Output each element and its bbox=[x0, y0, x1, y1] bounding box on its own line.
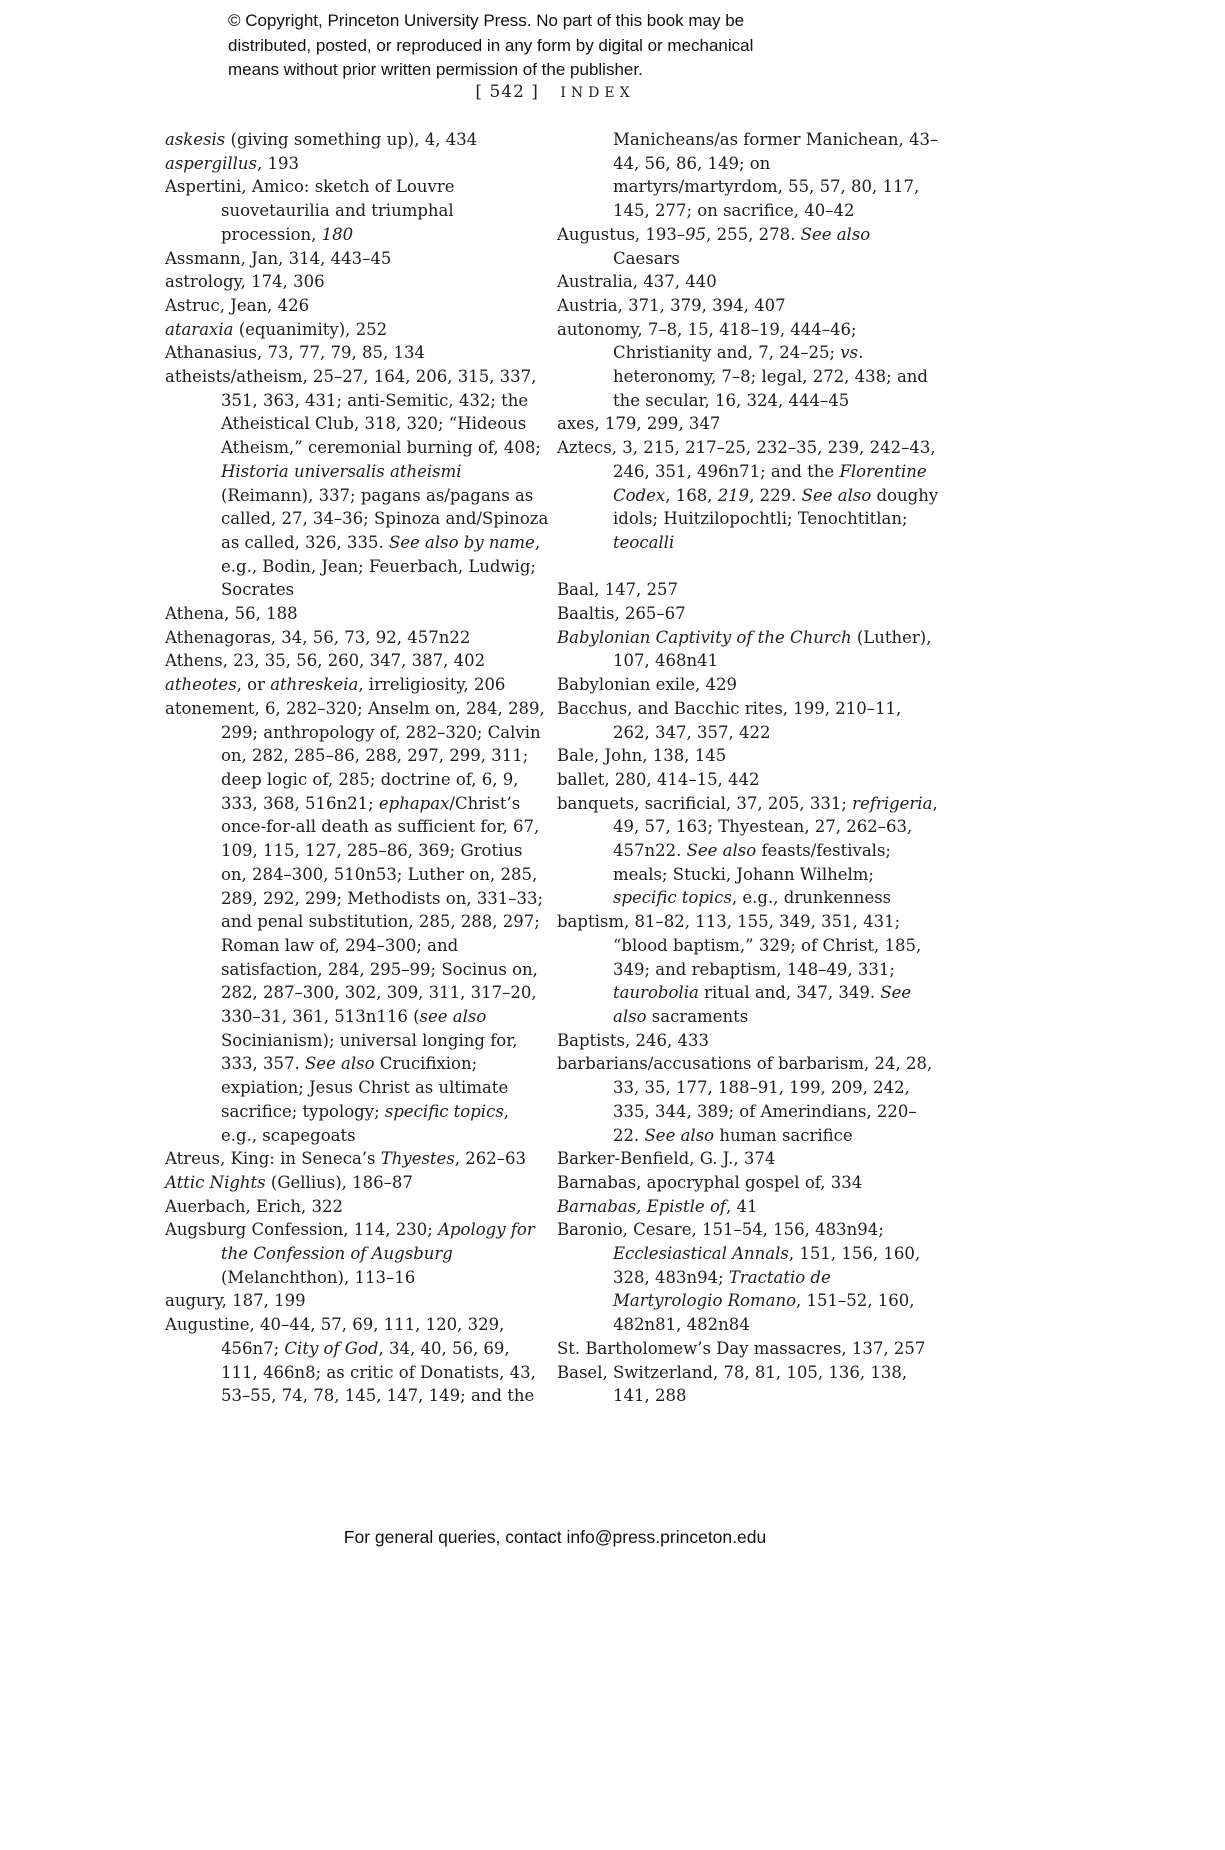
page-number: [ 542 ] bbox=[475, 82, 539, 102]
index-entry: Assmann, Jan, 314, 443–45 bbox=[165, 248, 392, 268]
index-entry: atonement, 6, 282–320; Anselm on, 284, 289, 299; anthropology of, 282–320; Calvin on, 282, 285–86, 288, 297, 299, 311; deep logic of, 285; doctrine of, 6, 9, 333, 368, 516n21; ephapax/Christ’s once-for-all death as sufficient for, 67, 109, 115, 127, 285–86, 369; Grotius on, 284–300, 510n53; Luther on, 285, 289, 292, 299; Methodists on, 331–33; and penal substitution, 285, 288, 297; Roman law of, 294–300; and satisfaction, 284, 295–99; Socinus on, 282, 287–300, 302, 309, 311, 317–20, 330–31, 361, 513n116 (see also Socinianism); universal longing for, 333, 357. See also Crucifixion; expiation; Jesus Christ as ultimate sacrifice; typology; specific topics, e.g., scapegoats bbox=[165, 698, 545, 1145]
index-entry: Bale, John, 138, 145 bbox=[557, 746, 727, 766]
index-entry: Manicheans/as former Manichean, 43–44, 56, 86, 149; on martyrs/martyrdom, 55, 57, 80, 117, 145, 277; on sacrifice, 40–42 bbox=[613, 130, 939, 221]
index-entry: atheists/atheism, 25–27, 164, 206, 315, 337, 351, 363, 431; anti-Semitic, 432; the Atheistical Club, 318, 320; “Hideous Atheism,” ceremonial burning of, 408; Historia universalis atheismi (Reimann), 337; pagans as/pagans as called, 27, 34–36; Spinoza and/Spinoza as called, 326, 335. See also by name, e.g., Bodin, Jean; Feuerbach, Ludwig; Socrates bbox=[165, 367, 549, 600]
index-entry: autonomy, 7–8, 15, 418–19, 444–46; Christianity and, 7, 24–25; vs. heteronomy, 7–8; legal, 272, 438; and the secular, 16, 324, 444–45 bbox=[557, 319, 928, 410]
index-entry: Aspertini, Amico: sketch of Louvre suovetaurilia and triumphal procession, 180 bbox=[165, 177, 455, 244]
index-entry: Athanasius, 73, 77, 79, 85, 134 bbox=[165, 343, 425, 363]
index-columns bbox=[165, 128, 949, 1408]
page-header bbox=[165, 82, 945, 102]
index-entry: Baronio, Cesare, 151–54, 156, 483n94; Ecclesiastical Annals, 151, 156, 160, 328, 483n94; Tractatio de Martyrologio Romano, 151–52, 160, 482n81, 482n84 bbox=[557, 1220, 921, 1335]
index-entry: Barnabas, apocryphal gospel of, 334 bbox=[557, 1172, 863, 1192]
index-entry: Aztecs, 3, 215, 217–25, 232–35, 239, 242–43, 246, 351, 496n71; and the Florentine Codex, 168, 219, 229. See also doughy idols; Huitzilopochtli; Tenochtitlan; teocalli bbox=[557, 438, 939, 552]
index-entry: Baaltis, 265–67 bbox=[557, 604, 686, 624]
index-entry: Athena, 56, 188 bbox=[165, 604, 298, 624]
index-entry: Augustus, 193–95, 255, 278. See also Caesars bbox=[557, 224, 871, 268]
footer-contact: For general queries, contact info@press.princeton.edu bbox=[343, 1527, 767, 1547]
copyright-line: distributed, posted, or reproduced in any form by digital or mechanical bbox=[228, 35, 754, 55]
index-entry: aspergillus, 193 bbox=[165, 153, 299, 173]
index-entry: ballet, 280, 414–15, 442 bbox=[557, 769, 760, 789]
index-entry: Astruc, Jean, 426 bbox=[165, 295, 310, 315]
index-entry: augury, 187, 199 bbox=[165, 1291, 306, 1311]
index-title: INDEX bbox=[560, 85, 635, 101]
index-entry: Babylonian Captivity of the Church (Luther), 107, 468n41 bbox=[557, 627, 932, 671]
index-entry: Australia, 437, 440 bbox=[557, 272, 717, 292]
index-entry: barbarians/accusations of barbarism, 24, 28, 33, 35, 177, 188–91, 199, 209, 242, 335, 344, 389; of Amerindians, 220–22. See also human sacrifice bbox=[557, 1054, 933, 1145]
index-entry: astrology, 174, 306 bbox=[165, 272, 325, 292]
index-entry: Barker-Benfield, G. J., 374 bbox=[557, 1149, 776, 1169]
index-entry: Bacchus, and Bacchic rites, 199, 210–11, 262, 347, 357, 422 bbox=[557, 698, 902, 742]
index-entry: Barnabas, Epistle of, 41 bbox=[557, 1196, 758, 1216]
index-entry: askesis (giving something up), 4, 434 bbox=[165, 130, 478, 149]
index-entry: Austria, 371, 379, 394, 407 bbox=[557, 295, 786, 315]
index-entry: atheotes, or athreskeia, irreligiosity, 206 bbox=[165, 675, 506, 695]
index-entry: Baal, 147, 257 bbox=[557, 580, 679, 600]
index-entry: Basel, Switzerland, 78, 81, 105, 136, 138, 141, 288 bbox=[557, 1362, 908, 1406]
index-entry: axes, 179, 299, 347 bbox=[557, 414, 721, 434]
index-left-column bbox=[165, 128, 557, 1408]
index-entry: Augsburg Confession, 114, 230; Apology for the Confession of Augsburg (Melanchthon), 113–16 bbox=[165, 1220, 535, 1287]
index-entry: Athenagoras, 34, 56, 73, 92, 457n22 bbox=[165, 627, 471, 647]
copyright-line: © Copyright, Princeton University Press. No part of this book may be bbox=[228, 11, 745, 30]
index-entry: baptism, 81–82, 113, 155, 349, 351, 431; “blood baptism,” 329; of Christ, 185, 349; and rebaptism, 148–49, 331; taurobolia ritual and, 347, 349. See also sacraments bbox=[557, 912, 922, 1026]
index-entry: Athens, 23, 35, 56, 260, 347, 387, 402 bbox=[165, 651, 486, 671]
index-entry: St. Bartholomew’s Day massacres, 137, 257 bbox=[557, 1338, 926, 1358]
index-right-column bbox=[557, 128, 949, 1408]
index-entry: Babylonian exile, 429 bbox=[557, 675, 738, 695]
index-entry: Auerbach, Erich, 322 bbox=[165, 1196, 344, 1216]
copyright-notice bbox=[228, 9, 868, 83]
index-entry: Atreus, King: in Seneca’s Thyestes, 262–63 bbox=[165, 1149, 527, 1169]
index-entry: Attic Nights (Gellius), 186–87 bbox=[165, 1172, 413, 1192]
index-entry: Baptists, 246, 433 bbox=[557, 1030, 709, 1050]
copyright-line: means without prior written permission of the publisher. bbox=[228, 60, 643, 80]
index-entry: Augustine, 40–44, 57, 69, 111, 120, 329, 456n7; City of God, 34, 40, 56, 69, 111, 466n8; as critic of Donatists, 43, 53–55, 74, 78, 145, 147, 149; and the bbox=[165, 1315, 536, 1406]
index-entry: banquets, sacrificial, 37, 205, 331; refrigeria, 49, 57, 163; Thyestean, 27, 262–63, 457n22. See also feasts/festivals; meals; Stucki, Johann Wilhelm; specific topics, e.g., drunkenness bbox=[557, 793, 938, 908]
index-entry: ataraxia (equanimity), 252 bbox=[165, 319, 388, 339]
